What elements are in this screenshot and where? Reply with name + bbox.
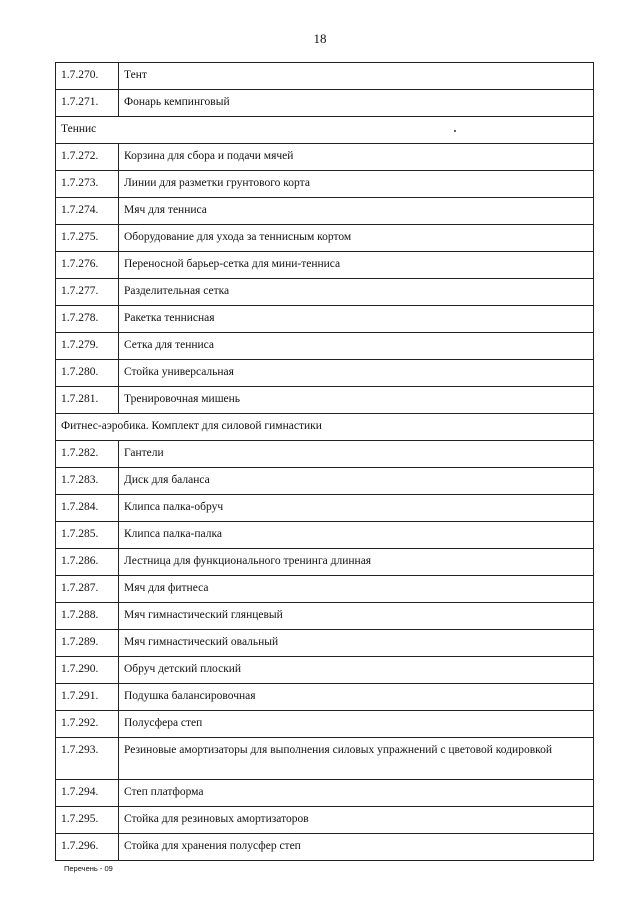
section-header-row: [56, 414, 594, 441]
table-row: [56, 711, 594, 738]
item-name: Корзина для сбора и подачи мячей: [119, 144, 594, 171]
table-row: [56, 834, 594, 861]
table-row: [56, 333, 594, 360]
item-number: 1.7.283.: [56, 468, 119, 495]
table-row: [56, 144, 594, 171]
item-name: Диск для баланса: [119, 468, 594, 495]
item-name: Мяч гимнастический глянцевый: [119, 603, 594, 630]
table-row: [56, 549, 594, 576]
item-number: 1.7.295.: [56, 807, 119, 834]
item-number: 1.7.274.: [56, 198, 119, 225]
table-row: [56, 171, 594, 198]
item-number: 1.7.270.: [56, 63, 119, 90]
item-name: Мяч гимнастический овальный: [119, 630, 594, 657]
footer-label: Перечень - 09: [64, 864, 113, 873]
table-row: [56, 306, 594, 333]
table-row: [56, 63, 594, 90]
table-row: [56, 738, 594, 780]
item-name: Оборудование для ухода за теннисным кортом: [119, 225, 594, 252]
table-row: [56, 225, 594, 252]
item-name: Клипса палка-обруч: [119, 495, 594, 522]
item-number: 1.7.294.: [56, 780, 119, 807]
item-name: Стойка универсальная: [119, 360, 594, 387]
item-number: 1.7.291.: [56, 684, 119, 711]
item-number: 1.7.272.: [56, 144, 119, 171]
table-row: [56, 657, 594, 684]
item-number: 1.7.290.: [56, 657, 119, 684]
item-name: Ракетка теннисная: [119, 306, 594, 333]
item-number: 1.7.296.: [56, 834, 119, 861]
table-row: [56, 780, 594, 807]
item-number: 1.7.289.: [56, 630, 119, 657]
table-row: [56, 576, 594, 603]
item-number: 1.7.293.: [56, 738, 119, 780]
table-row: [56, 90, 594, 117]
item-number: 1.7.287.: [56, 576, 119, 603]
table-row: [56, 468, 594, 495]
item-name: Подушка балансировочная: [119, 684, 594, 711]
item-name: Сетка для тенниса: [119, 333, 594, 360]
item-number: 1.7.285.: [56, 522, 119, 549]
section-title: Теннис: [56, 117, 594, 144]
page-number: 18: [313, 31, 327, 46]
table-row: [56, 252, 594, 279]
item-name: Степ платформа: [119, 780, 594, 807]
item-name: Клипса палка-палка: [119, 522, 594, 549]
table-row: [56, 198, 594, 225]
table-row: [56, 807, 594, 834]
item-name: Стойка для резиновых амортизаторов: [119, 807, 594, 834]
item-name: Стойка для хранения полусфер степ: [119, 834, 594, 861]
section-header-row: [56, 117, 594, 144]
section-title: Фитнес-аэробика. Комплект для силовой гимнастики: [56, 414, 594, 441]
item-number: 1.7.277.: [56, 279, 119, 306]
table-row: [56, 441, 594, 468]
item-number: 1.7.286.: [56, 549, 119, 576]
table-row: [56, 279, 594, 306]
item-number: 1.7.278.: [56, 306, 119, 333]
item-number: 1.7.282.: [56, 441, 119, 468]
item-name: Переносной барьер-сетка для мини-тенниса: [119, 252, 594, 279]
table-row: [56, 630, 594, 657]
item-number: 1.7.292.: [56, 711, 119, 738]
item-number: 1.7.271.: [56, 90, 119, 117]
item-name: Резиновые амортизаторы для выполнения силовых упражнений с цветовой кодировкой: [119, 738, 594, 780]
item-number: 1.7.275.: [56, 225, 119, 252]
item-name: Линии для разметки грунтового корта: [119, 171, 594, 198]
table-row: [56, 387, 594, 414]
item-name: Обруч детский плоский: [119, 657, 594, 684]
item-name: Разделительная сетка: [119, 279, 594, 306]
table-row: [56, 684, 594, 711]
table-row: [56, 603, 594, 630]
item-number: 1.7.288.: [56, 603, 119, 630]
item-name: Тент: [119, 63, 594, 90]
item-name: Мяч для тенниса: [119, 198, 594, 225]
item-name: Тренировочная мишень: [119, 387, 594, 414]
table-row: [56, 360, 594, 387]
item-number: 1.7.273.: [56, 171, 119, 198]
item-name: Мяч для фитнеса: [119, 576, 594, 603]
item-name: Полусфера степ: [119, 711, 594, 738]
item-name: Фонарь кемпинговый: [119, 90, 594, 117]
equipment-table: [55, 62, 594, 861]
equipment-table-body: [56, 63, 594, 861]
item-name: Гантели: [119, 441, 594, 468]
item-number: 1.7.281.: [56, 387, 119, 414]
table-row: [56, 522, 594, 549]
item-number: 1.7.276.: [56, 252, 119, 279]
item-number: 1.7.279.: [56, 333, 119, 360]
item-name: Лестница для функционального тренинга длинная: [119, 549, 594, 576]
table-row: [56, 495, 594, 522]
item-number: 1.7.280.: [56, 360, 119, 387]
item-number: 1.7.284.: [56, 495, 119, 522]
